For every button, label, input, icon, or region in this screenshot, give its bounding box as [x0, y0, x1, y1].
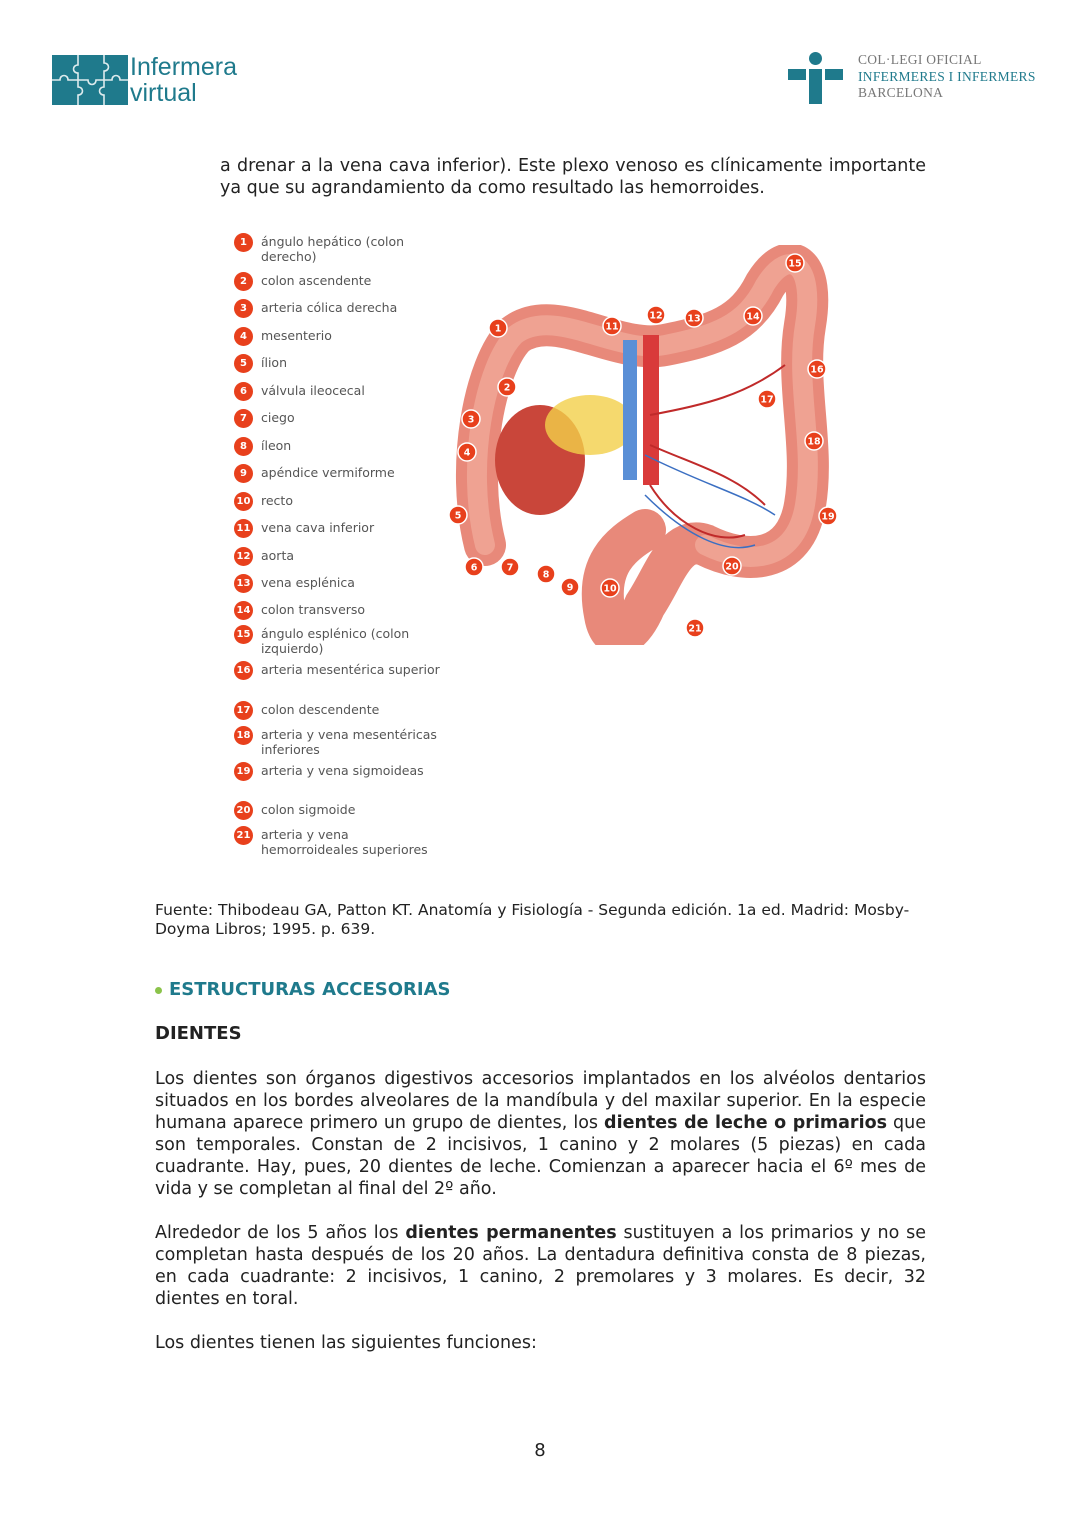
- infermera-virtual-logo: [52, 54, 237, 106]
- number-marker: 12: [234, 547, 253, 566]
- legend-item: [234, 701, 442, 720]
- svg-text:13: 13: [687, 313, 701, 325]
- number-marker: 9: [234, 464, 253, 483]
- paragraph-3: Los dientes tienen las siguientes funciones:: [155, 1333, 537, 1353]
- section-heading: [155, 979, 926, 1001]
- text: que son temporales. Constan de 2 incisivos, 1 canino y 2 molares (5 piezas) en cada cuadrante. Hay, pues, 20 dientes de leche. Comienzan a aparecer hacia el 6º mes de vida y se completan al final del 2º año.: [155, 1113, 927, 1199]
- diagram-marker-8: [537, 565, 555, 583]
- legend-label: vena cava inferior: [261, 520, 375, 535]
- number-marker: 4: [234, 327, 253, 346]
- diagram-marker-2: [498, 378, 516, 396]
- diagram-marker-10: [601, 579, 619, 597]
- svg-text:15: 15: [788, 258, 802, 270]
- legend-label: arteria mesentérica superior: [261, 662, 440, 677]
- diagram-marker-6: [465, 558, 483, 576]
- text: Los dientes son órganos digestivos accesorios implantados en los alvéolos dentarios situados en los bordes alveolares de la mandíbula y del maxilar superior. En la especie humana aparece primero un grupo de dientes, los: [155, 1069, 926, 1133]
- legend-item: [234, 762, 442, 781]
- legend-item: [234, 327, 442, 346]
- diagram-marker-17: [758, 390, 776, 408]
- legend-label: colon descendente: [261, 702, 380, 717]
- cross-icon: [788, 52, 844, 104]
- svg-text:10: 10: [603, 583, 617, 595]
- number-marker: 7: [234, 409, 253, 428]
- body-content: [155, 901, 926, 1354]
- number-marker: 3: [234, 299, 253, 318]
- number-marker: 18: [234, 726, 253, 745]
- legend-item: [234, 801, 442, 820]
- diagram-marker-16: [808, 360, 826, 378]
- svg-text:11: 11: [605, 321, 619, 333]
- number-marker: 1: [234, 233, 253, 252]
- svg-text:14: 14: [746, 311, 760, 323]
- paragraph-2: [155, 1222, 926, 1310]
- diagram-marker-19: [819, 507, 837, 525]
- number-marker: 17: [234, 701, 253, 720]
- svg-text:4: 4: [463, 447, 471, 459]
- svg-text:21: 21: [688, 623, 702, 635]
- bullet-icon: [155, 987, 162, 994]
- legend-label: arteria y vena mesentéricas inferiores: [261, 727, 437, 757]
- legend-label: arteria cólica derecha: [261, 300, 398, 315]
- svg-text:7: 7: [506, 562, 514, 574]
- svg-text:12: 12: [649, 310, 663, 322]
- legend-label: colon ascendente: [261, 273, 372, 288]
- legend-item: [234, 233, 442, 264]
- svg-text:17: 17: [760, 394, 774, 406]
- section-title: ESTRUCTURAS ACCESORIAS: [169, 979, 451, 1000]
- diagram-marker-11: [603, 317, 621, 335]
- legend-item: [234, 409, 442, 428]
- col-legi-line2: INFERMERES I INFERMERS: [858, 68, 1036, 84]
- diagram-marker-12: [647, 306, 665, 324]
- legend-item: [234, 437, 442, 456]
- text: Alrededor de los 5 años los: [155, 1223, 406, 1243]
- svg-text:1: 1: [494, 323, 502, 335]
- puzzle-icon: [52, 55, 128, 105]
- number-marker: 14: [234, 601, 253, 620]
- number-marker: 21: [234, 826, 253, 845]
- legend-label: ílion: [261, 355, 287, 370]
- legend-label: colon transverso: [261, 602, 366, 617]
- svg-text:16: 16: [810, 364, 824, 376]
- legend-label: mesenterio: [261, 328, 332, 343]
- legend-label: ángulo hepático (colon derecho): [261, 234, 405, 264]
- bold-text: dientes de leche o primarios: [604, 1113, 888, 1133]
- diagram-marker-9: [561, 578, 579, 596]
- diagram-marker-18: [805, 432, 823, 450]
- diagram-marker-5: [449, 506, 467, 524]
- bold-text: dientes permanentes: [405, 1223, 617, 1243]
- legend-label: apéndice vermiforme: [261, 465, 395, 480]
- svg-text:3: 3: [467, 414, 475, 426]
- number-marker: 5: [234, 354, 253, 373]
- text: sustituyen a los primarios y no se completan hasta después de los 20 años. La dentadura definitiva consta de 8 piezas, en cada cuadrante: 2 incisivos, 1 canino, 2 premolares y 3 molares. Es decir, 32 dientes en toral.: [155, 1223, 926, 1309]
- legend-item: [234, 625, 442, 656]
- legend-label: colon sigmoide: [261, 802, 356, 817]
- svg-text:20: 20: [725, 561, 739, 573]
- number-marker: 2: [234, 272, 253, 291]
- diagram-marker-4: [458, 443, 476, 461]
- number-marker: 6: [234, 382, 253, 401]
- logo-line2: virtual: [130, 79, 197, 107]
- col-legi-logo: [788, 52, 1036, 104]
- diagram-marker-14: [744, 307, 762, 325]
- number-marker: 8: [234, 437, 253, 456]
- figure-legend: [234, 230, 442, 890]
- legend-item: [234, 464, 442, 483]
- svg-text:8: 8: [542, 569, 550, 581]
- legend-label: arteria y vena sigmoideas: [261, 763, 424, 778]
- diagram-marker-21: [686, 619, 704, 637]
- legend-label: arteria y vena hemorroideales superiores: [261, 827, 428, 857]
- col-legi-line1: COL·LEGI OFICIAL: [858, 52, 982, 67]
- intro-paragraph: a drenar a la vena cava inferior). Este plexo venoso es clínicamente importante ya que su agrandamiento da como resultado las hemorroides.: [220, 156, 926, 198]
- legend-item: [234, 661, 442, 680]
- legend-label: ciego: [261, 410, 295, 425]
- legend-label: válvula ileocecal: [261, 383, 365, 398]
- paragraph-1: [155, 1068, 926, 1200]
- legend-item: [234, 492, 442, 511]
- col-legi-line3: BARCELONA: [858, 85, 944, 100]
- legend-item: [234, 272, 442, 291]
- svg-text:19: 19: [821, 511, 835, 523]
- diagram-marker-20: [723, 557, 741, 575]
- legend-item: [234, 601, 442, 620]
- legend-item: [234, 354, 442, 373]
- svg-text:18: 18: [807, 436, 821, 448]
- diagram-marker-1: [489, 319, 507, 337]
- colon-anatomy-diagram: [445, 245, 845, 645]
- legend-item: [234, 547, 442, 566]
- svg-text:6: 6: [470, 562, 478, 574]
- legend-item: [234, 726, 442, 757]
- subsection-heading: DIENTES: [155, 1023, 242, 1044]
- legend-item: [234, 299, 442, 318]
- number-marker: 11: [234, 519, 253, 538]
- number-marker: 13: [234, 574, 253, 593]
- diagram-marker-7: [501, 558, 519, 576]
- legend-label: aorta: [261, 548, 295, 563]
- legend-label: vena esplénica: [261, 575, 355, 590]
- diagram-marker-3: [462, 410, 480, 428]
- legend-item: [234, 519, 442, 538]
- number-marker: 20: [234, 801, 253, 820]
- legend-label: íleon: [261, 438, 292, 453]
- svg-text:9: 9: [566, 582, 574, 594]
- number-marker: 19: [234, 762, 253, 781]
- number-marker: 16: [234, 661, 253, 680]
- diagram-marker-15: [786, 254, 804, 272]
- svg-text:2: 2: [503, 382, 511, 394]
- logo-line1: Infermera: [130, 53, 237, 81]
- legend-label: recto: [261, 493, 293, 508]
- page-number: 8: [534, 1440, 546, 1461]
- diagram-marker-13: [685, 309, 703, 327]
- svg-text:5: 5: [454, 510, 462, 522]
- number-marker: 10: [234, 492, 253, 511]
- legend-item: [234, 826, 442, 857]
- number-marker: 15: [234, 625, 253, 644]
- legend-label: ángulo esplénico (colon izquierdo): [261, 626, 410, 656]
- figure-source: Fuente: Thibodeau GA, Patton KT. Anatomía y Fisiología - Segunda edición. 1a ed. Madrid: Mosby-Doyma Libros; 1995. p. 639.: [155, 901, 910, 938]
- legend-item: [234, 382, 442, 401]
- legend-item: [234, 574, 442, 593]
